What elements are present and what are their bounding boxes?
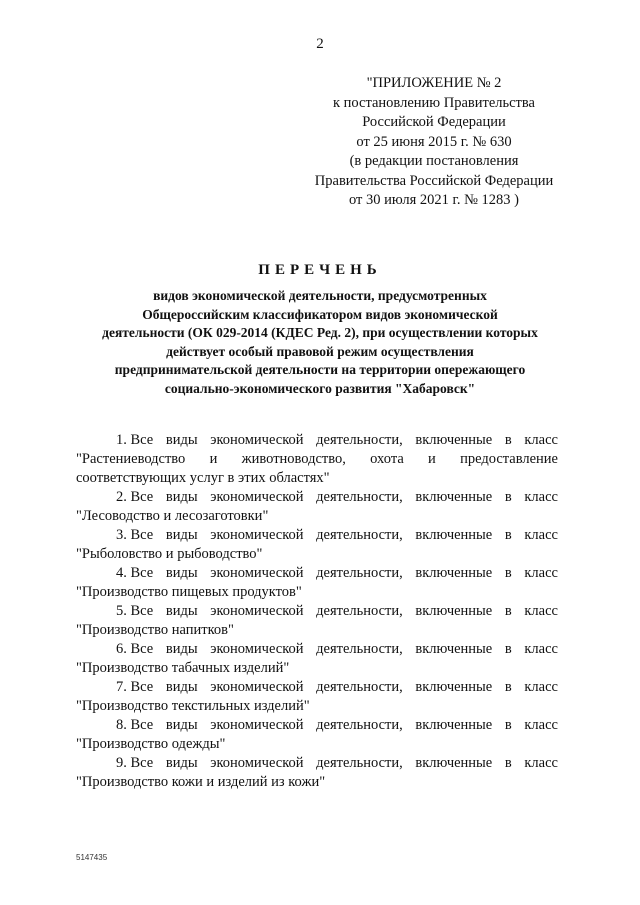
list-item-word: деятельности, [316, 489, 403, 505]
list-item-continuation-line [76, 450, 558, 469]
page-number: 2 [316, 36, 324, 52]
list-item [76, 602, 558, 640]
list-item-word: виды [165, 432, 198, 448]
subtitle-line: видов экономической деятельности, предусмотренных [153, 288, 487, 303]
list-item-first-line [76, 602, 558, 621]
list-item-word: и [428, 451, 436, 467]
list-item [76, 564, 558, 602]
list-item-word: в [504, 489, 512, 505]
list-item-word: экономической [210, 432, 304, 448]
subtitle-line: предпринимательской деятельности на территории опережающего [114, 362, 526, 378]
list-item-first-line [76, 754, 558, 773]
list-item-word: деятельности, [316, 527, 403, 543]
list-item-activity-class: "Производство одежды" [76, 736, 226, 752]
list-item-word: животноводство, [241, 451, 346, 467]
list-item [76, 526, 558, 564]
list-item-word: включенные [415, 603, 493, 619]
list-item-word: деятельности, [316, 641, 403, 657]
subtitle-line: Общероссийским классификатором видов экономической [142, 306, 498, 322]
list-item-first-line [76, 431, 558, 450]
list-item-word: "Растениеводство [76, 451, 186, 467]
list-item-word: деятельности, [316, 603, 403, 619]
list-item-word: в [504, 755, 512, 771]
list-item-word: виды [165, 565, 198, 581]
list-item-first-line [76, 716, 558, 735]
list-item-first-line [76, 640, 558, 659]
list-item-word: в [504, 565, 512, 581]
list-item-word: виды [165, 755, 198, 771]
list-item-word: экономической [210, 717, 304, 733]
list-item-activity-class: "Производство табачных изделий" [76, 660, 290, 676]
list-item-word: виды [165, 641, 198, 657]
list-item-word: включенные [415, 565, 493, 581]
appendix-line: Российской Федерации [362, 114, 506, 130]
list-item-word: виды [165, 717, 198, 733]
list-item-word: экономической [210, 603, 304, 619]
list-item-word: виды [165, 679, 198, 695]
list-item-word: в [504, 641, 512, 657]
list-item [76, 716, 558, 754]
subtitle-line: деятельности (ОК 029-2014 (КДЕС Ред. 2), при осуществлении которых [102, 325, 538, 341]
list-item [76, 754, 558, 792]
list-item-word: и [209, 451, 218, 467]
list-item-word: экономической [210, 679, 304, 695]
list-item-word: деятельности, [316, 565, 403, 581]
list-item-activity-class: "Производство текстильных изделий" [76, 698, 310, 714]
list-item-word: класс [524, 603, 558, 619]
list-item-word: класс [524, 489, 558, 505]
list-item-word: включенные [415, 432, 493, 448]
appendix-line: "ПРИЛОЖЕНИЕ № 2 [366, 75, 502, 91]
list-item-word: экономической [210, 641, 304, 657]
list-item-word: виды [165, 527, 198, 543]
appendix-header [296, 74, 572, 211]
list-item-word: включенные [415, 641, 493, 657]
document-code: 5147435 [76, 853, 108, 862]
list-item-word: класс [524, 565, 558, 581]
list-item-word: класс [524, 432, 558, 448]
subtitle-line: действует особый правовой режим осуществления [166, 343, 474, 359]
document-subtitle [60, 287, 580, 399]
list-item-activity-class: "Рыболовство и рыбоводство" [76, 546, 263, 562]
list-item-activity-class: "Производство пищевых продуктов" [76, 584, 302, 600]
list-item-word: включенные [415, 755, 493, 771]
list-item-word: в [504, 717, 512, 733]
list-item-word: экономической [210, 565, 304, 581]
list-item-word: класс [524, 717, 558, 733]
list-item-activity-class: "Производство напитков" [76, 622, 234, 638]
list-item-word: предоставление [460, 451, 558, 467]
list-item-word: деятельности, [316, 432, 403, 448]
list-item-word: включенные [415, 527, 493, 543]
list-item-number: 7. Все [116, 679, 154, 695]
list-item-activity-class: "Производство кожи и изделий из кожи" [76, 774, 326, 790]
list-item-first-line [76, 526, 558, 545]
list-item-word: экономической [210, 755, 304, 771]
list-item-first-line [76, 678, 558, 697]
list-item-word: в [504, 527, 512, 543]
list-item-word: деятельности, [316, 755, 403, 771]
list-item-activity-class: соответствующих услуг в этих областях" [76, 470, 330, 486]
list-item-first-line [76, 564, 558, 583]
list-item-word: экономической [210, 527, 304, 543]
list-item-word: класс [524, 679, 558, 695]
subtitle-line: социально-экономического развития "Хабаровск" [164, 380, 476, 396]
list-item-word: класс [524, 641, 558, 657]
list-item-number: 5. Все [116, 603, 154, 619]
list-item-number: 6. Все [116, 641, 154, 657]
appendix-line: (в редакции постановления [349, 153, 519, 169]
list-item-number: 2. Все [116, 489, 154, 505]
list-item-number: 4. Все [116, 565, 154, 581]
list-item-word: включенные [415, 679, 493, 695]
list-item-word: класс [524, 527, 558, 543]
list-item-word: экономической [210, 489, 304, 505]
list-item-word: виды [165, 603, 198, 619]
list-item [76, 640, 558, 678]
list-item [76, 431, 558, 488]
list-item-word: деятельности, [316, 679, 403, 695]
appendix-line: Правительства Российской Федерации [314, 172, 554, 189]
list-item-word: в [504, 679, 512, 695]
list-item [76, 488, 558, 526]
activity-list [76, 431, 558, 792]
list-item-word: в [504, 603, 512, 619]
list-item-word: в [504, 432, 512, 448]
list-item-number: 9. Все [116, 755, 154, 771]
appendix-line: от 30 июля 2021 г. № 1283 ) [348, 192, 519, 208]
list-item-first-line [76, 488, 558, 507]
list-item [76, 678, 558, 716]
list-item-activity-class: "Лесоводство и лесозаготовки" [76, 508, 269, 524]
appendix-line: от 25 июня 2015 г. № 630 [356, 133, 512, 150]
list-item-word: охота [370, 451, 404, 467]
list-item-number: 3. Все [116, 527, 154, 543]
list-item-word: включенные [415, 717, 493, 733]
list-item-word: включенные [415, 489, 493, 505]
list-item-word: деятельности, [316, 717, 403, 733]
list-item-word: виды [165, 489, 198, 505]
list-item-number: 8. Все [116, 717, 154, 733]
appendix-line: к постановлению Правительства [333, 94, 535, 111]
document-title: ПЕРЕЧЕНЬ [258, 262, 382, 278]
list-item-word: класс [524, 755, 558, 771]
list-item-number: 1. Все [116, 432, 154, 448]
